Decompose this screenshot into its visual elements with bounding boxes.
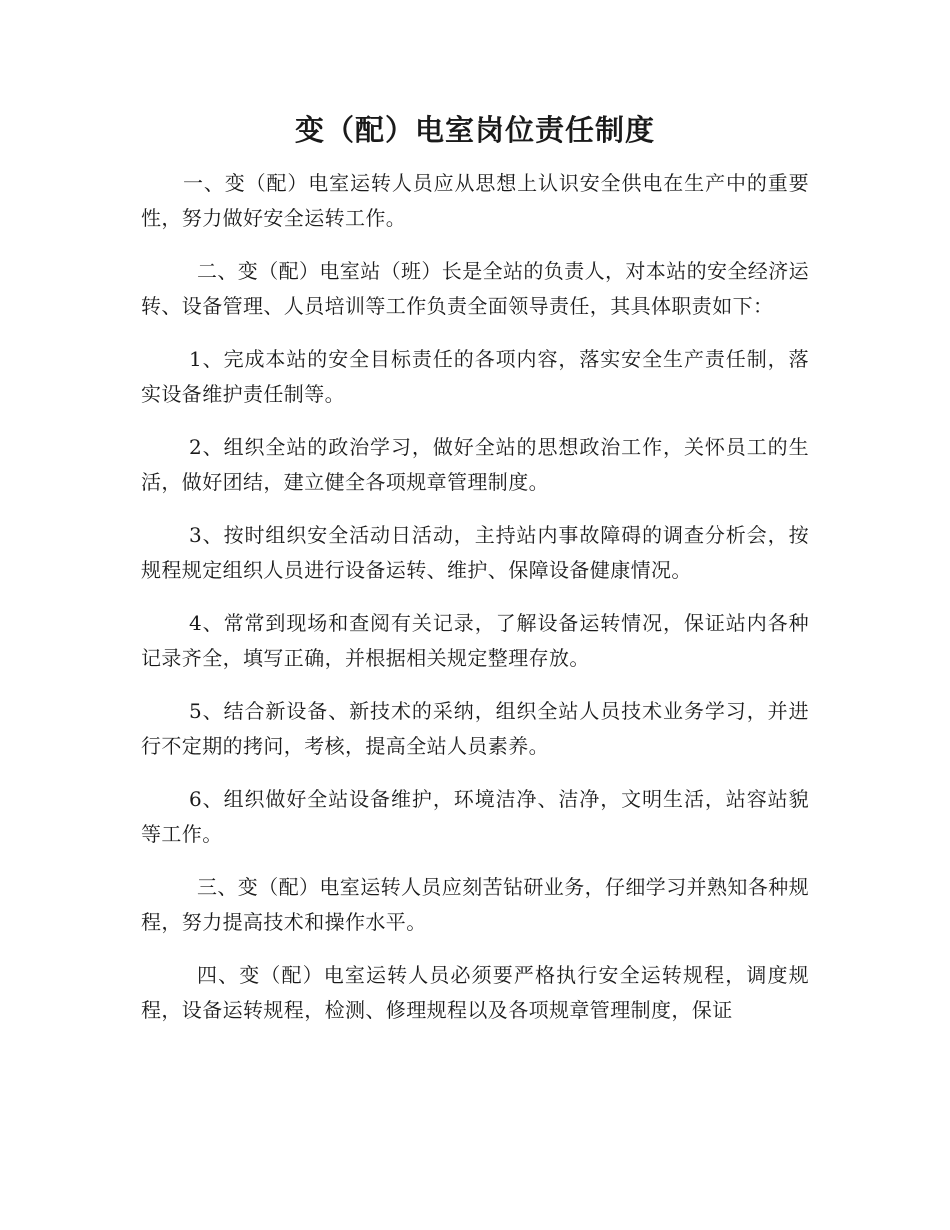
- document-title: 变（配）电室岗位责任制度: [294, 113, 655, 147]
- paragraph-5: 3、按时组织安全活动日活动，主持站内事故障碍的调查分析会，按规程规定组织人员进行设备运转、维护、保障设备健康情况。: [141, 523, 809, 582]
- paragraph-2: 二、变（配）电室站（班）长是全站的负责人，对本站的安全经济运转、设备管理、人员培训等工作负责全面领导责任，其具体职责如下：: [141, 259, 809, 318]
- paragraph-9: 三、变（配）电室运转人员应刻苦钻研业务，仔细学习并熟知各种规程，努力提高技术和操作水平。: [141, 875, 809, 934]
- document-body: [141, 166, 809, 1046]
- paragraph-8: 6、组织做好全站设备维护，环境洁净、洁净，文明生活，站容站貌等工作。: [141, 787, 809, 846]
- paragraph-3: 1、完成本站的安全目标责任的各项内容，落实安全生产责任制，落实设备维护责任制等。: [141, 347, 809, 406]
- paragraph-7: 5、结合新设备、新技术的采纳，组织全站人员技术业务学习，并进行不定期的拷问，考核，提高全站人员素养。: [141, 699, 809, 758]
- paragraph-10: 四、变（配）电室运转人员必须要严格执行安全运转规程，调度规程，设备运转规程，检测、修理规程以及各项规章管理制度，保证: [141, 963, 809, 1022]
- paragraph-4: 2、组织全站的政治学习，做好全站的思想政治工作，关怀员工的生活，做好团结，建立健全各项规章管理制度。: [141, 435, 809, 494]
- paragraph-6: 4、常常到现场和查阅有关记录，了解设备运转情况，保证站内各种记录齐全，填写正确，并根据相关规定整理存放。: [141, 611, 809, 670]
- paragraph-1: 一、变（配）电室运转人员应从思想上认识安全供电在生产中的重要性，努力做好安全运转工作。: [141, 171, 809, 230]
